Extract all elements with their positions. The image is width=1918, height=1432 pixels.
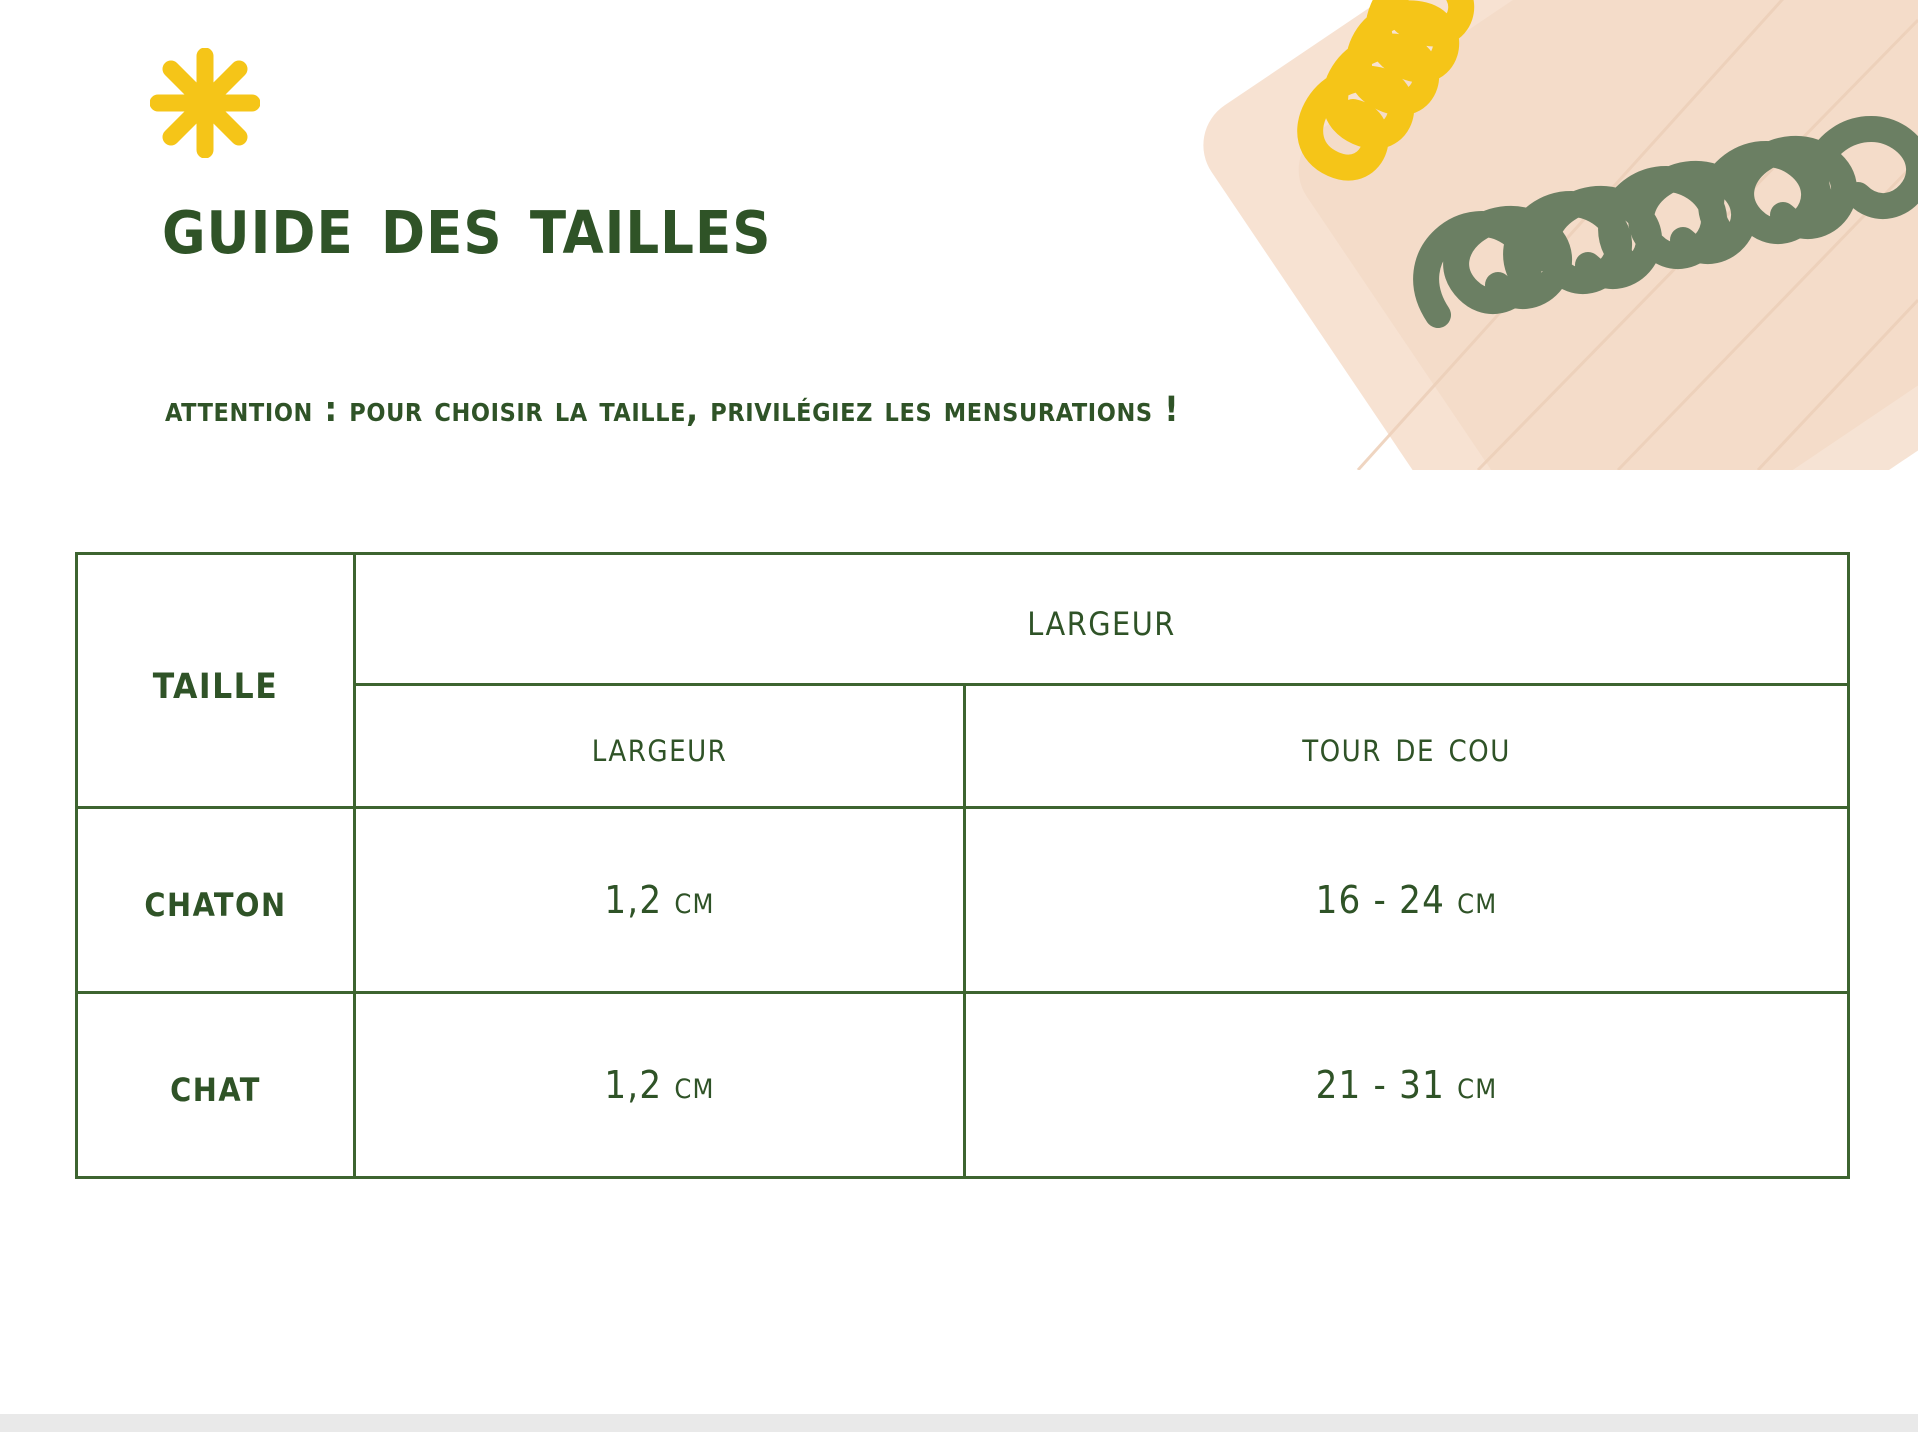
size-guide-table [75, 552, 1850, 1179]
peach-shape-back [1185, 0, 1918, 470]
cell-largeur: 1,2 cm [355, 808, 965, 993]
peach-texture-lines [1058, 0, 1918, 470]
bottom-divider [0, 1414, 1918, 1432]
table-row [77, 993, 1849, 1178]
page-subtitle: attention : pour choisir la taille, privilégiez les mensurations ! [165, 390, 1180, 430]
yellow-squiggle-icon [1118, 0, 1538, 270]
header-sub-tour-de-cou: tour de cou [965, 685, 1849, 808]
cell-size-name: chat [77, 993, 355, 1178]
header-sub-largeur: largeur [355, 685, 965, 808]
sage-squiggle-icon [1408, 95, 1918, 395]
page-title: guide des tailles [162, 175, 772, 273]
cell-tour-de-cou: 21 - 31 cm [965, 993, 1849, 1178]
cell-size-name: chaton [77, 808, 355, 993]
decorative-artwork [1058, 0, 1918, 470]
header-taille: taille [77, 554, 355, 808]
peach-shape-front [1280, 0, 1918, 470]
table-row [77, 808, 1849, 993]
cell-tour-de-cou: 16 - 24 cm [965, 808, 1849, 993]
header-group-largeur: largeur [355, 554, 1849, 685]
sun-asterisk-icon [150, 48, 260, 158]
cell-largeur: 1,2 cm [355, 993, 965, 1178]
table-header-row-group [77, 554, 1849, 685]
